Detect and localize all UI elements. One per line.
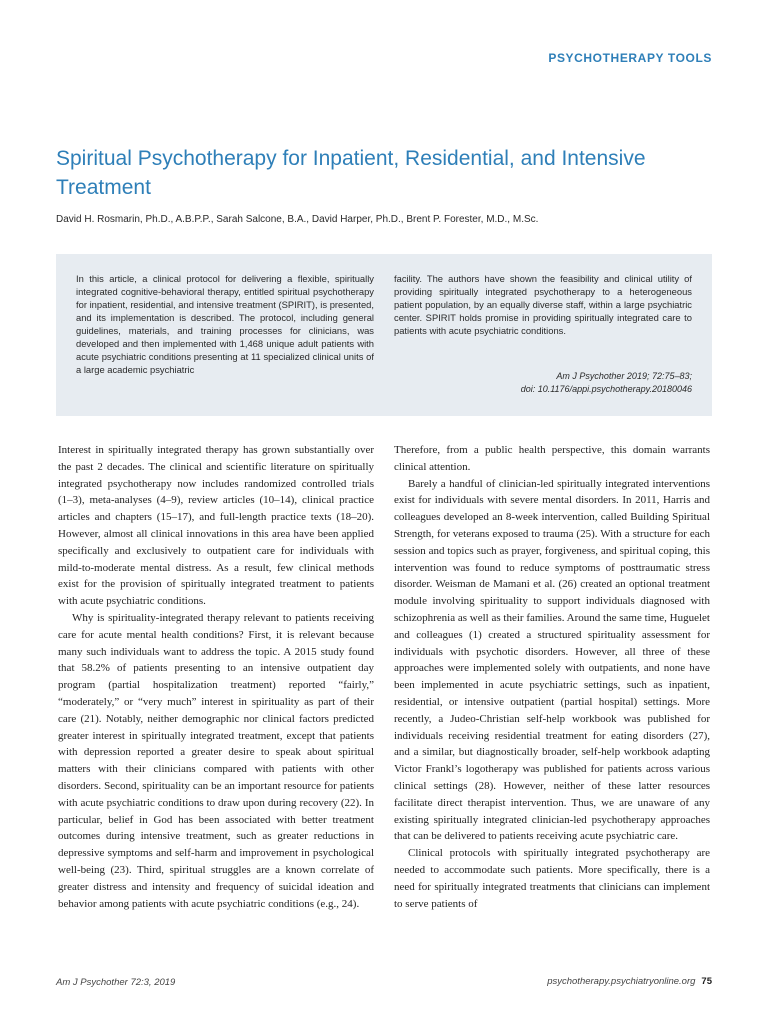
body-paragraph: Clinical protocols with spiritually integrated psychotherapy are needed to accommodate such patients. More specifically, there is a need for spiritually integrated treatments that clinicians can implement to serve patients of xyxy=(394,847,710,910)
journal-url[interactable]: psychotherapy.psychiatryonline.org xyxy=(547,976,696,987)
footer-right xyxy=(547,976,712,987)
citation-line: Am J Psychother 2019; 72:75–83; xyxy=(556,371,692,381)
body-paragraph: Barely a handful of clinician-led spiritually integrated interventions exist for individuals with severe mental disorders. In 2011, Harris and colleagues developed an 8-week intervention, called Building Spiritual Strength, for veterans exposed to trauma (25). With a structure for each session and topics such as prayer, forgiveness, and spiritual coping, this intervention was found to reduce symptoms of posttraumatic stress disorder. Weisman de Mamani et al. (26) created an optional treatment module involving spirituality to support individuals diagnosed with schizophrenia as well as their families. Around the same time, Huguelet and colleagues (1) created a structured spirituality assessment for individuals with psychotic disorders. However, all three of these approaches were implemented solely with outpatients, and none have been implemented in acute psychiatric settings, such as inpatient, residential, or intensive outpatient (partial hospital) settings. More recently, a Judeo-Christian self-help workbook was published for individuals receiving residential treatment for eating disorders (27), and a similar, but diagnostically broader, self-help workbook adapting Victor Frankl’s logotherapy was published for patients across various clinical settings (28). However, neither of these latter resources facilitate direct therapist intervention. Thus, we are unaware of any existing spiritually integrated clinician-led psychotherapy approaches that can be delivered to patients receiving acute psychiatric care. xyxy=(394,477,710,843)
section-label: PSYCHOTHERAPY TOOLS xyxy=(548,51,712,65)
article-title: Spiritual Psychotherapy for Inpatient, Residential, and Intensive Treatment xyxy=(56,147,646,199)
body-paragraph: Interest in spiritually integrated therapy has grown substantially over the past 2 decades. The clinical and scientific literature on spiritually integrated psychotherapy now includes randomized controlled trials (1–3), meta-analyses (4–9), review articles (10–14), clinical practice articles and chapters (15–17), and full-length practice texts (18–20). However, almost all clinical innovations in this area have been applied specifically and exclusively to outpatient care for individuals with mild-to-moderate mental distress. As a result, few clinical methods exist for the provision of spiritually integrated treatment to patients with acute psychiatric conditions. xyxy=(58,444,374,608)
footer-journal: Am J Psychother 72:3, 2019 xyxy=(56,977,176,988)
abstract-left-column: In this article, a clinical protocol for delivering a flexible, spiritually integrated cognitive-behavioral therapy, entitled spiritual psychotherapy for inpatient, residential, and intensive treatment (SPIRIT), is presented, and its implementation is described. The protocol, including general guidelines, materials, and training processes for clinicians, was developed and then implemented with 1,468 unique adult patients with acute psychiatric conditions presenting at 11 specialized clinical units of a large academic psychiatric xyxy=(76,273,374,375)
author-list: David H. Rosmarin, Ph.D., A.B.P.P., Sarah Salcone, B.A., David Harper, Ph.D., Brent P. Forester, M.D., M.Sc. xyxy=(56,214,539,225)
page-number: 75 xyxy=(701,976,712,987)
body-right-column xyxy=(394,442,710,912)
doi-line: doi: 10.1176/appi.psychotherapy.20180046 xyxy=(520,384,692,394)
body-paragraph: Why is spirituality-integrated therapy relevant to patients receiving care for acute mental health conditions? First, it is relevant because many such individuals want to address the topic. A 2015 study found that 58.2% of patients presenting to an intensive outpatient day program (partial hospitalization treatment) reported “fairly,” “moderately,” or “very much” interest in spirituality as part of their care (21). Notably, neither demographic nor clinical factors predicted greater interest in spiritually integrated treatment, except that patients with depression reported a greater desire to speak about spiritual matters with their clinicians compared with patients with other disorders. Second, spirituality can be an important resource for patients with acute psychiatric conditions to draw upon during recovery (22). In particular, belief in God has been associated with better treatment outcomes during intensive treatment, such as greater reductions in depressive symptoms and self-harm and improvement in psychological well-being (23). Third, spiritual struggles are a known correlate of greater distress and intensity and frequency of suicidal ideation and behavior among patients with acute psychiatric conditions (e.g., 24). xyxy=(58,611,374,910)
abstract-box xyxy=(56,254,712,416)
body-paragraph: Therefore, from a public health perspective, this domain warrants clinical attention. xyxy=(394,444,710,473)
citation xyxy=(521,370,692,396)
abstract-right-column: facility. The authors have shown the feasibility and clinical utility of providing spiritually integrated psychotherapy to a heterogeneous patient population, by an equally diverse staff, within a large psychiatric center. SPIRIT holds promise in providing spiritually integrated care to patients with acute psychiatric conditions. xyxy=(394,273,692,336)
body-left-column xyxy=(58,442,374,912)
